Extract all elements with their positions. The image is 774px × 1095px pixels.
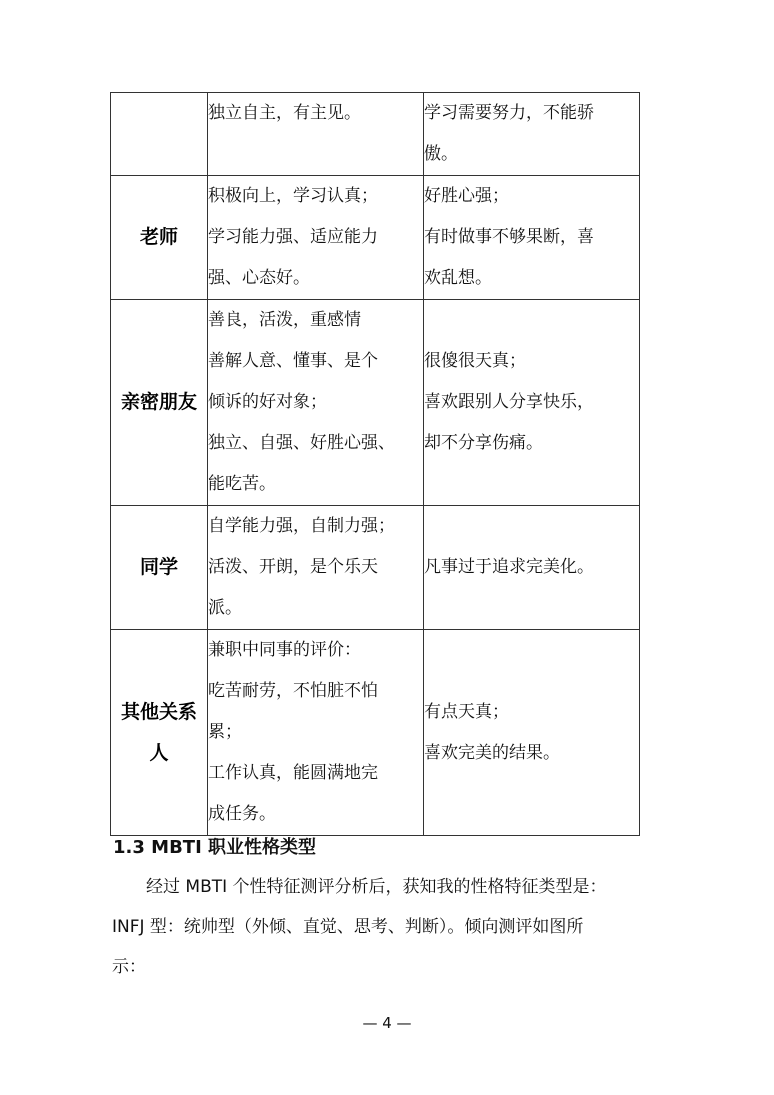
- strengths-cell: [208, 176, 424, 300]
- weaknesses-cell: [424, 300, 640, 506]
- cell-line: 凡事过于追求完美化。: [424, 557, 594, 577]
- section-heading: 1.3 MBTI 职业性格类型: [113, 837, 317, 858]
- role-cell: 同学: [111, 506, 208, 630]
- cell-line: 活泼、开朗，是个乐天: [208, 557, 378, 577]
- strengths-cell: [208, 300, 424, 506]
- cell-line: 倾诉的好对象；: [208, 392, 327, 412]
- cell-line: 有点天真；: [424, 701, 509, 722]
- strengths-cell: [208, 630, 424, 836]
- table-row: [111, 176, 640, 300]
- cell-line: 喜欢跟别人分享快乐，: [424, 392, 594, 412]
- table-row: [111, 93, 640, 176]
- cell-line: 善解人意、懂事、是个: [208, 351, 378, 371]
- cell-line: 独立自主，有主见。: [208, 103, 361, 123]
- role-cell: [111, 93, 208, 176]
- cell-line: 好胜心强；: [424, 186, 509, 206]
- weaknesses-cell: [424, 93, 640, 176]
- cell-line: 傲。: [424, 144, 458, 164]
- cell-line: 积极向上，学习认真；: [208, 186, 378, 206]
- weaknesses-cell: [424, 176, 640, 300]
- role-cell: 老师: [111, 176, 208, 300]
- cell-line: 善良，活泼，重感情: [208, 310, 361, 330]
- cell-line: 自学能力强，自制力强；: [208, 516, 395, 536]
- cell-line: 有时做事不够果断，喜: [424, 227, 594, 247]
- cell-line: 工作认真，能圆满地完: [208, 763, 378, 783]
- cell-line: 兼职中同事的评价：: [208, 640, 361, 660]
- role-cell: [111, 630, 208, 836]
- cell-line: 欢乱想。: [424, 268, 492, 288]
- page-number: — 4 —: [362, 1014, 412, 1032]
- cell-line: 派。: [208, 598, 242, 618]
- cell-line: 吃苦耐劳，不怕脏不怕: [208, 681, 378, 701]
- cell-line: 能吃苦。: [208, 474, 276, 494]
- table-row: [111, 300, 640, 506]
- paragraph-line: 示：: [112, 957, 146, 977]
- cell-line: 强、心态好。: [208, 268, 310, 288]
- cell-line: 独立、自强、好胜心强、: [208, 433, 395, 453]
- strengths-cell: [208, 506, 424, 630]
- table-row: [111, 506, 640, 630]
- strengths-cell: [208, 93, 424, 176]
- cell-line: 却不分享伤痛。: [424, 433, 543, 453]
- weaknesses-cell: [424, 630, 640, 836]
- cell-line: 很傻很天真；: [424, 351, 526, 371]
- role-line: 其他关系: [120, 700, 197, 723]
- cell-line: 学习需要努力，不能骄: [424, 103, 594, 123]
- cell-line: 喜欢完美的结果。: [424, 742, 560, 763]
- weaknesses-cell: [424, 506, 640, 630]
- table-row: [111, 630, 640, 836]
- cell-line: 累；: [208, 722, 242, 742]
- cell-line: 成任务。: [208, 804, 276, 824]
- role-cell: 亲密朋友: [111, 300, 208, 506]
- role-line: 人: [149, 741, 169, 764]
- cell-line: 学习能力强、适应能力: [208, 227, 378, 247]
- body-paragraph: [112, 867, 652, 987]
- evaluation-table: [110, 92, 640, 836]
- paragraph-line: INFJ 型：统帅型（外倾、直觉、思考、判断）。倾向测评如图所: [112, 917, 584, 937]
- paragraph-line: 经过 MBTI 个性特征测评分析后，获知我的性格特征类型是：: [112, 877, 607, 897]
